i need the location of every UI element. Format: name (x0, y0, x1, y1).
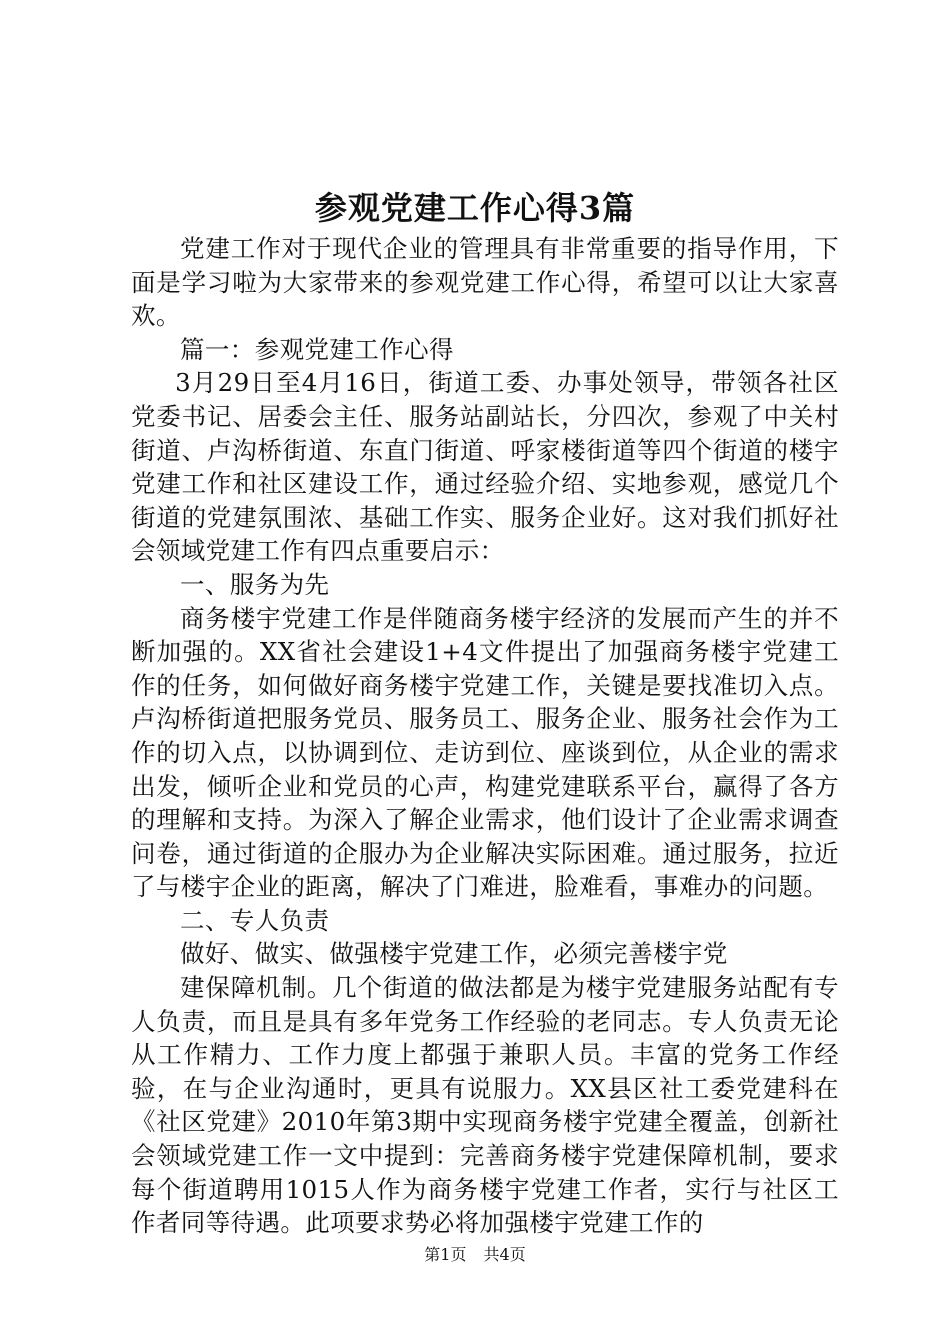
subheading-dedicated-staff: 二、专人负责 (180, 905, 330, 935)
body-paragraph: 3月29日至4月16日，街道工委、办事处领导，带领各社区党委书记、居委会主任、服务站副站长，分四次，参观了中关村街道、卢沟桥街道、东直门街道、呼家楼街道等四个街道的楼宇党建工作和社区建设工作，通过经验介绍、实地参观，感觉几个街道的党建氛围浓、基础工作实、服务企业好。这对我们抓好社会领域党建工作有四点重要启示： (131, 368, 839, 566)
page-total: 共4页 (483, 1245, 526, 1264)
subheading-service-first: 一、服务为先 (180, 569, 330, 599)
document-body (131, 232, 839, 1240)
body-paragraph: 商务楼宇党建工作是伴随商务楼宇经济的发展而产生的并不断加强的。XX省社会建设1+4文件提出了加强商务楼宇党建工作的任务，如何做好商务楼宇党建工作，关键是要找准切入点。卢沟桥街道把服务党员、服务员工、服务企业、服务社会作为工作的切入点，以协调到位、走访到位、座谈到位，从企业的需求出发，倾听企业和党员的心声，构建党建联系平台，赢得了各方的理解和支持。为深入了解企业需求，他们设计了企业需求调查问卷，通过街道的企服办为企业解决实际困难。通过服务，拉近了与楼宇企业的距离，解决了门难进，脸难看，事难办的问题。 (131, 603, 839, 902)
page-footer (0, 1244, 950, 1266)
page-number: 第1页 (424, 1245, 467, 1264)
body-paragraph: 建保障机制。几个街道的做法都是为楼宇党建服务站配有专人负责，而且是具有多年党务工作经验的老同志。专人负责无论从工作精力、工作力度上都强于兼职人员。丰富的党务工作经验，在与企业沟通时，更具有说服力。XX县区社工委党建科在《社区党建》2010年第3期中实现商务楼宇党建全覆盖，创新社会领域党建工作一文中提到：完善商务楼宇党建保障机制，要求每个街道聘用1015人作为商务楼宇党建工作者，实行与社区工作者同等待遇。此项要求势必将加强楼宇党建工作的 (131, 973, 839, 1238)
body-paragraph: 做好、做实、做强楼宇党建工作，必须完善楼宇党 (180, 939, 728, 969)
section-heading-part-one: 篇一：参观党建工作心得 (180, 334, 454, 364)
document-title: 参观党建工作心得3篇 (314, 189, 636, 227)
intro-paragraph: 党建工作对于现代企业的管理具有非常重要的指导作用，下面是学习啦为大家带来的参观党建工作心得，希望可以让大家喜欢。 (131, 234, 839, 331)
